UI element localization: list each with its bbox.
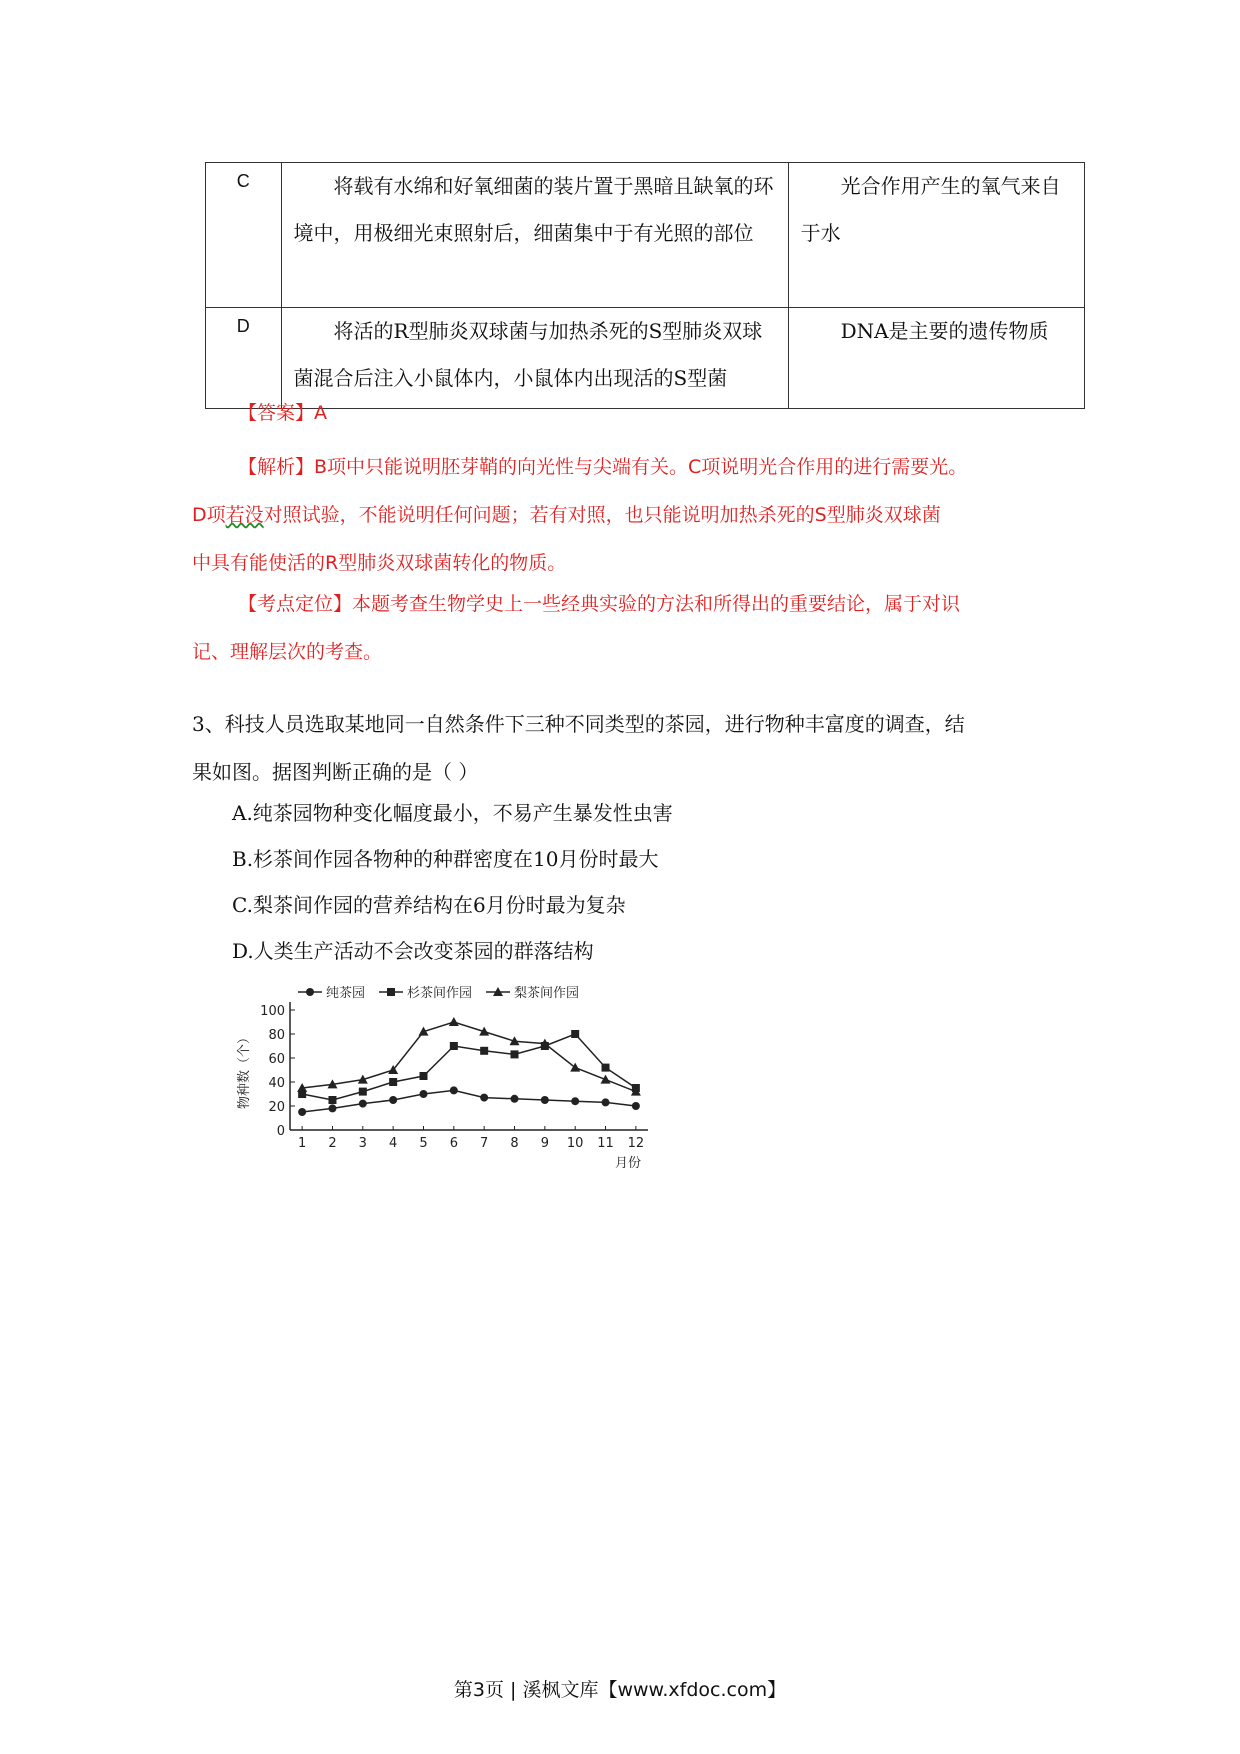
conclusion-cell: 光合作用产生的氧气来自于水 — [788, 163, 1084, 308]
data-point — [389, 1096, 397, 1104]
option-c: C.梨茶间作园的营养结构在6月份时最为复杂 — [232, 893, 626, 917]
y-axis-label: 物种数（个） — [237, 1030, 252, 1110]
y-tick-label: 40 — [268, 1076, 285, 1091]
data-point — [511, 1095, 519, 1103]
option-d: D.人类生产活动不会改变茶园的群落结构 — [232, 939, 594, 963]
data-point — [359, 1100, 367, 1108]
data-point — [359, 1088, 367, 1096]
data-point — [632, 1102, 640, 1110]
y-tick-label: 100 — [260, 1004, 285, 1019]
data-point — [602, 1064, 610, 1072]
data-point — [389, 1078, 397, 1086]
table-row — [206, 163, 1085, 308]
x-tick-label: 2 — [328, 1136, 337, 1151]
x-axis-label: 月份 — [614, 1156, 642, 1171]
x-tick-label: 8 — [510, 1136, 519, 1151]
analysis-block — [192, 443, 1072, 587]
y-tick-label: 60 — [268, 1052, 285, 1067]
data-point — [480, 1094, 488, 1102]
data-point — [450, 1086, 458, 1094]
conclusion-cell: DNA是主要的遗传物质 — [788, 308, 1084, 409]
series-line-2 — [302, 1034, 636, 1100]
analysis-text: D项 — [192, 504, 226, 526]
data-point — [328, 1096, 336, 1104]
x-tick-label: 5 — [419, 1136, 428, 1151]
experiment-cell: 将活的R型肺炎双球菌与加热杀死的S型肺炎双球菌混合后注入小鼠体内，小鼠体内出现活的S型菌 — [281, 308, 788, 409]
x-tick-label: 7 — [480, 1136, 489, 1151]
x-tick-label: 12 — [627, 1136, 645, 1151]
data-point — [449, 1017, 459, 1026]
analysis-line: 【解析】B项中只能说明胚芽鞘的向光性与尖端有关。C项说明光合作用的进行需要光。 — [238, 456, 968, 478]
option-key: D — [206, 308, 282, 409]
y-tick-label: 0 — [276, 1124, 285, 1139]
question-line: 3、科技人员选取某地同一自然条件下三种不同类型的茶园，进行物种丰富度的调查，结 — [192, 712, 965, 736]
legend-marker — [387, 988, 395, 996]
key-point-block — [192, 580, 1072, 676]
species-chart — [228, 980, 658, 1180]
x-tick-label: 6 — [449, 1136, 458, 1151]
question-options — [232, 790, 673, 974]
x-tick-label: 1 — [297, 1136, 307, 1151]
data-point — [480, 1047, 488, 1055]
data-point — [511, 1050, 519, 1058]
page-footer: 第3页 | 溪枫文库【www.xfdoc.com】 — [453, 1679, 787, 1701]
experiment-table — [205, 162, 1085, 409]
experiment-cell: 将载有水绵和好氧细菌的装片置于黑暗且缺氧的环境中，用极细光束照射后，细菌集中于有光照的部位 — [281, 163, 788, 308]
data-point — [419, 1072, 427, 1080]
data-point — [298, 1108, 306, 1116]
key-point-line: 【考点定位】本题考查生物学史上一些经典实验的方法和所得出的重要结论，属于对识 — [238, 593, 961, 615]
question-stem — [192, 700, 1052, 796]
data-point — [419, 1090, 427, 1098]
data-point — [602, 1098, 610, 1106]
x-tick-label: 9 — [540, 1136, 549, 1151]
data-point — [541, 1096, 549, 1104]
option-a: A.纯茶园物种变化幅度最小，不易产生暴发性虫害 — [232, 801, 673, 825]
y-tick-label: 80 — [268, 1028, 285, 1043]
x-tick-label: 10 — [566, 1136, 584, 1151]
spellcheck-mark: 若没 — [225, 504, 264, 526]
chart-svg — [228, 980, 658, 1180]
analysis-line — [192, 491, 1072, 539]
series-line-3 — [302, 1022, 636, 1092]
legend-marker — [306, 988, 314, 996]
data-point — [450, 1042, 458, 1050]
answer-label: 【答案】A — [238, 402, 327, 424]
table-row — [206, 308, 1085, 409]
option-b: B.杉茶间作园各物种的种群密度在10月份时最大 — [232, 847, 659, 871]
analysis-text: 对照试验，不能说明任何问题；若有对照，也只能说明加热杀死的S型肺炎双球菌 — [263, 504, 941, 526]
data-point — [601, 1075, 611, 1084]
legend-label: 梨茶间作园 — [514, 986, 580, 1001]
x-tick-label: 4 — [389, 1136, 398, 1151]
data-point — [571, 1030, 579, 1038]
x-tick-label: 3 — [358, 1136, 367, 1151]
data-point — [328, 1104, 336, 1112]
legend-label: 纯茶园 — [326, 986, 366, 1001]
key-point-line: 记、理解层次的考查。 — [192, 641, 383, 663]
legend-label: 杉茶间作园 — [407, 986, 473, 1001]
analysis-line: 中具有能使活的R型肺炎双球菌转化的物质。 — [192, 552, 567, 574]
data-point — [571, 1097, 579, 1105]
series-line-1 — [302, 1090, 636, 1112]
x-tick-label: 11 — [597, 1136, 614, 1151]
question-line: 果如图。据图判断正确的是（ ） — [192, 760, 479, 784]
y-tick-label: 20 — [268, 1100, 285, 1115]
option-key: C — [206, 163, 282, 308]
